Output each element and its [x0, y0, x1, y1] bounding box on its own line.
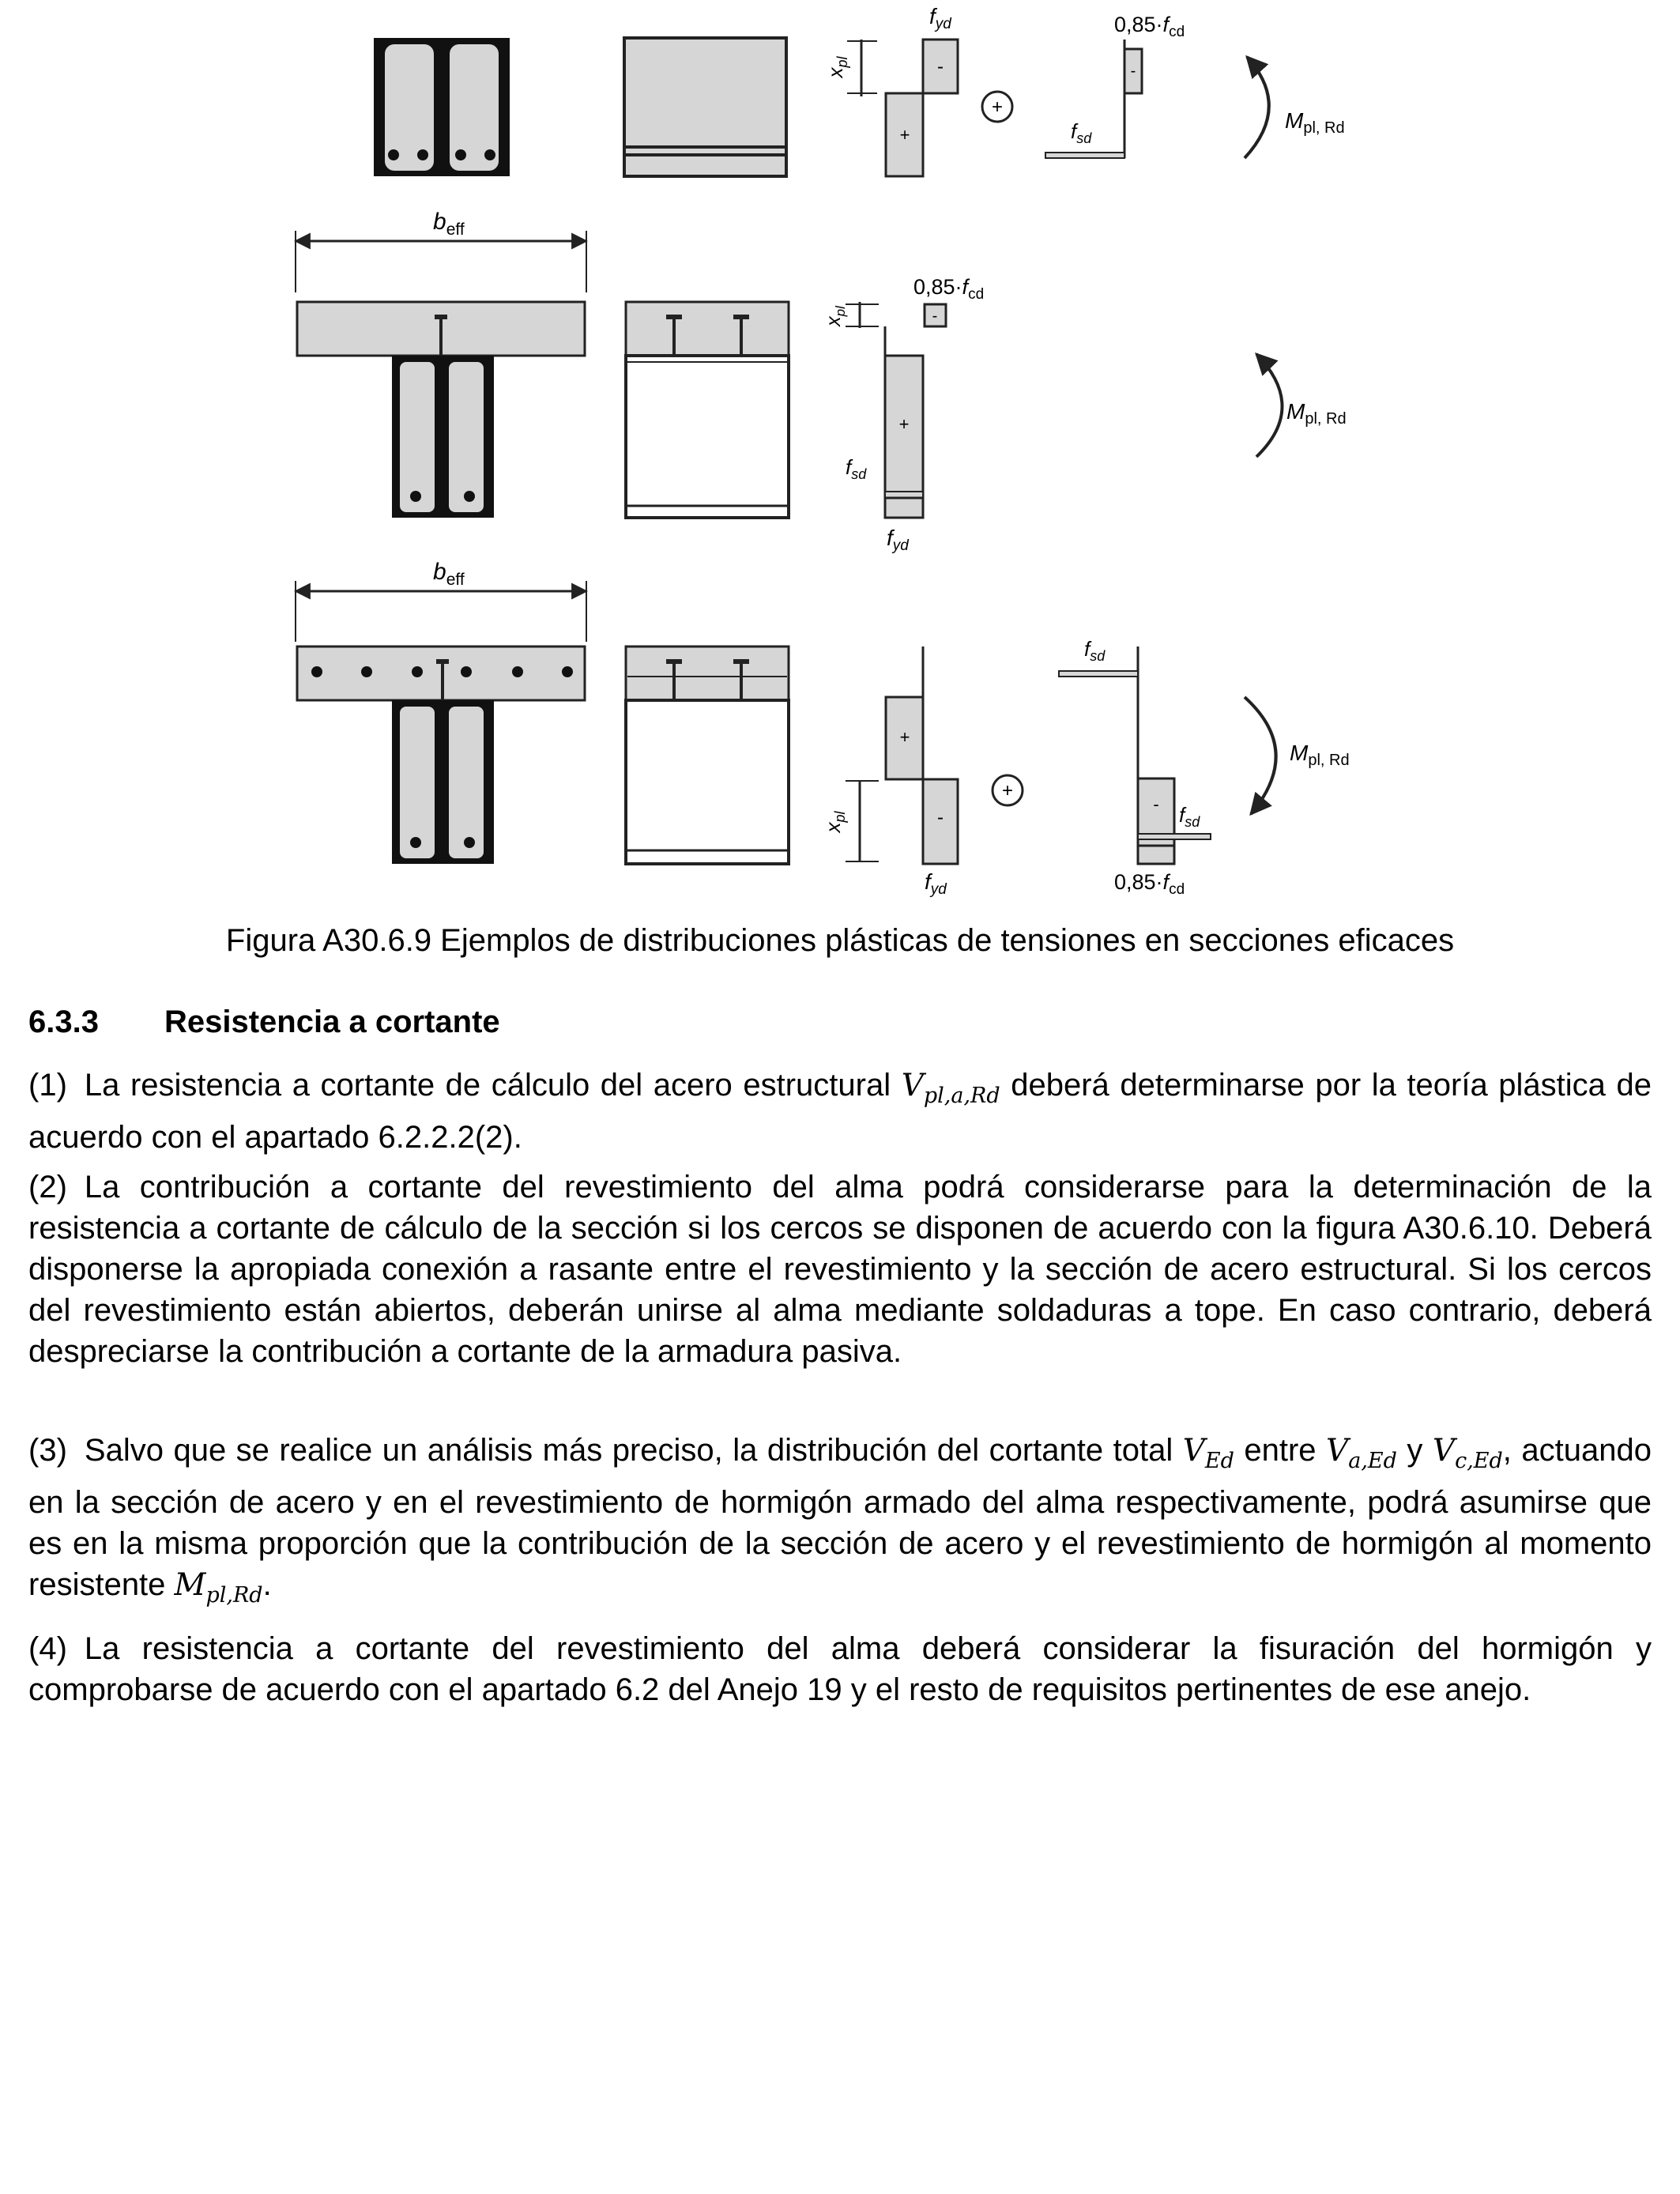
figure-caption: Figura A30.6.9 Ejemplos de distribuciones plásticas de tensiones en secciones eficaces [225, 923, 1455, 958]
paragraph-number: (4) [28, 1631, 67, 1666]
row2-beff-label: $b_{eff}$ [433, 209, 465, 239]
row3-xpl-label: $x_{pl}$ [821, 811, 848, 833]
stress-distribution-figure [0, 0, 1680, 909]
row2-stress-block [823, 275, 984, 554]
math-v-pl-a-rd: $V_{pl,a,Rd}$ [901, 1068, 1000, 1108]
svg-text:+: + [898, 414, 910, 434]
section-heading [28, 1002, 500, 1042]
row2-mpl-label: $M_{pl, Rd}$ [1286, 399, 1347, 428]
row2-fcd-label: $0,85\cdot f_{cd}$ [913, 275, 985, 303]
row3-cross-section [297, 647, 585, 864]
row3-concrete-stress-block [1059, 637, 1211, 898]
row2-fsd-label: $f_{sd}$ [846, 455, 867, 482]
row3-side-view [626, 647, 789, 864]
row2-fyd-label: $f_{yd}$ [887, 526, 909, 554]
section-number: 6.3.3 [28, 1005, 99, 1039]
svg-text:-: - [932, 307, 938, 325]
row2-moment [1256, 354, 1347, 457]
row1-fsd-label: $f_{sd}$ [1071, 119, 1092, 146]
paragraph-2: (2) La contribución a cortante del revestimiento del alma podrá considerarse para la determinación de la resistencia a cortante de cálculo de la sección si los cercos se disponen de acuerdo con la figura A30.6.10. Deberá disponerse la apropiada conexión a rasante entre el revestimiento y la sección de acero estructural. Si los cercos del revestimiento están abiertos, deberán unirse al alma mediante soldaduras a tope. En caso contrario, deberá despreciarse la contribución a cortante de la armadura pasiva. [28, 1170, 1652, 1369]
row3-beff-dimension [296, 559, 586, 642]
row1-mpl-label: $M_{pl, Rd}$ [1285, 108, 1345, 137]
paragraph-4: (4) La resistencia a cortante del revestimiento del alma deberá considerar la fisuración del hormigón y comprobarse de acuerdo con el apartado 6.2 del Anejo 19 y el resto de requisitos pertinentes de ese anejo. [28, 1631, 1652, 1707]
math-v-a-ed: $V_{a,Ed}$ [1326, 1433, 1397, 1473]
svg-text:-: - [937, 807, 944, 828]
row1-cross-section [374, 38, 510, 176]
row1-side-view [624, 38, 786, 176]
row1-xpl-label: $x_{pl}$ [823, 56, 850, 78]
svg-text:+: + [899, 125, 910, 145]
math-m-pl-rd: $M_{pl,Rd}$ [174, 1567, 263, 1608]
svg-text:+: + [899, 727, 910, 747]
paragraph-1: (1) La resistencia a cortante de cálculo del acero estructural $V_{pl,a,Rd}$ deberá determinarse por la teoría plástica de acuerdo con el apartado 6.2.2.2(2). [28, 1068, 1652, 1155]
math-v-ed: $V_{Ed}$ [1182, 1433, 1234, 1473]
row1-fyd-label: $f_{yd}$ [929, 4, 951, 32]
svg-text:-: - [937, 56, 944, 77]
row1-steel-stress-block [823, 4, 958, 176]
paragraph-number: (1) [28, 1068, 67, 1103]
row1-moment [1245, 57, 1345, 158]
row2-xpl-label: $x_{pl}$ [823, 306, 848, 326]
svg-text:-: - [1130, 62, 1136, 80]
row3-steel-stress-block [821, 647, 958, 898]
row1-fcd-label: $0,85\cdot f_{cd}$ [1114, 13, 1185, 40]
row3-circled-plus [993, 775, 1023, 805]
row1-concrete-stress-block [1045, 13, 1185, 158]
paragraph-3: (3) Salvo que se realice un análisis más preciso, la distribución del cortante total $V_{Ed}$ entre $V_{a,Ed}$ y $V_{c,Ed}$, actuando en la sección de acero y en el revestimiento de hormigón armado del alma respectivamente, podrá asumirse que es en la misma proporción que la contribución de la sección de acero y el revestimiento de hormigón al momento resistente $M_{pl,Rd}$. [28, 1433, 1652, 1608]
row3-fcd-label: $0,85\cdot f_{cd}$ [1114, 870, 1185, 898]
paragraph-number: (3) [28, 1433, 67, 1468]
svg-text:-: - [1153, 794, 1159, 814]
row3-fsd-bottom-label: $f_{sd}$ [1179, 803, 1200, 830]
section-title: Resistencia a cortante [164, 1005, 500, 1039]
svg-text:+: + [1001, 780, 1014, 801]
svg-text:+: + [991, 96, 1004, 118]
row2-cross-section [297, 302, 585, 518]
paragraph-number: (2) [28, 1170, 67, 1204]
math-v-c-ed: $V_{c,Ed}$ [1432, 1433, 1503, 1473]
row3-fsd-top-label: $f_{sd}$ [1084, 637, 1106, 664]
row3-moment [1245, 697, 1350, 814]
row1-circled-plus [982, 92, 1012, 122]
row3-fyd-label: $f_{yd}$ [925, 869, 947, 898]
row3-mpl-label: $M_{pl, Rd}$ [1290, 741, 1350, 769]
row3-beff-label: $b_{eff}$ [433, 559, 465, 589]
row2-side-view [626, 302, 789, 518]
row2-beff-dimension [296, 209, 586, 292]
